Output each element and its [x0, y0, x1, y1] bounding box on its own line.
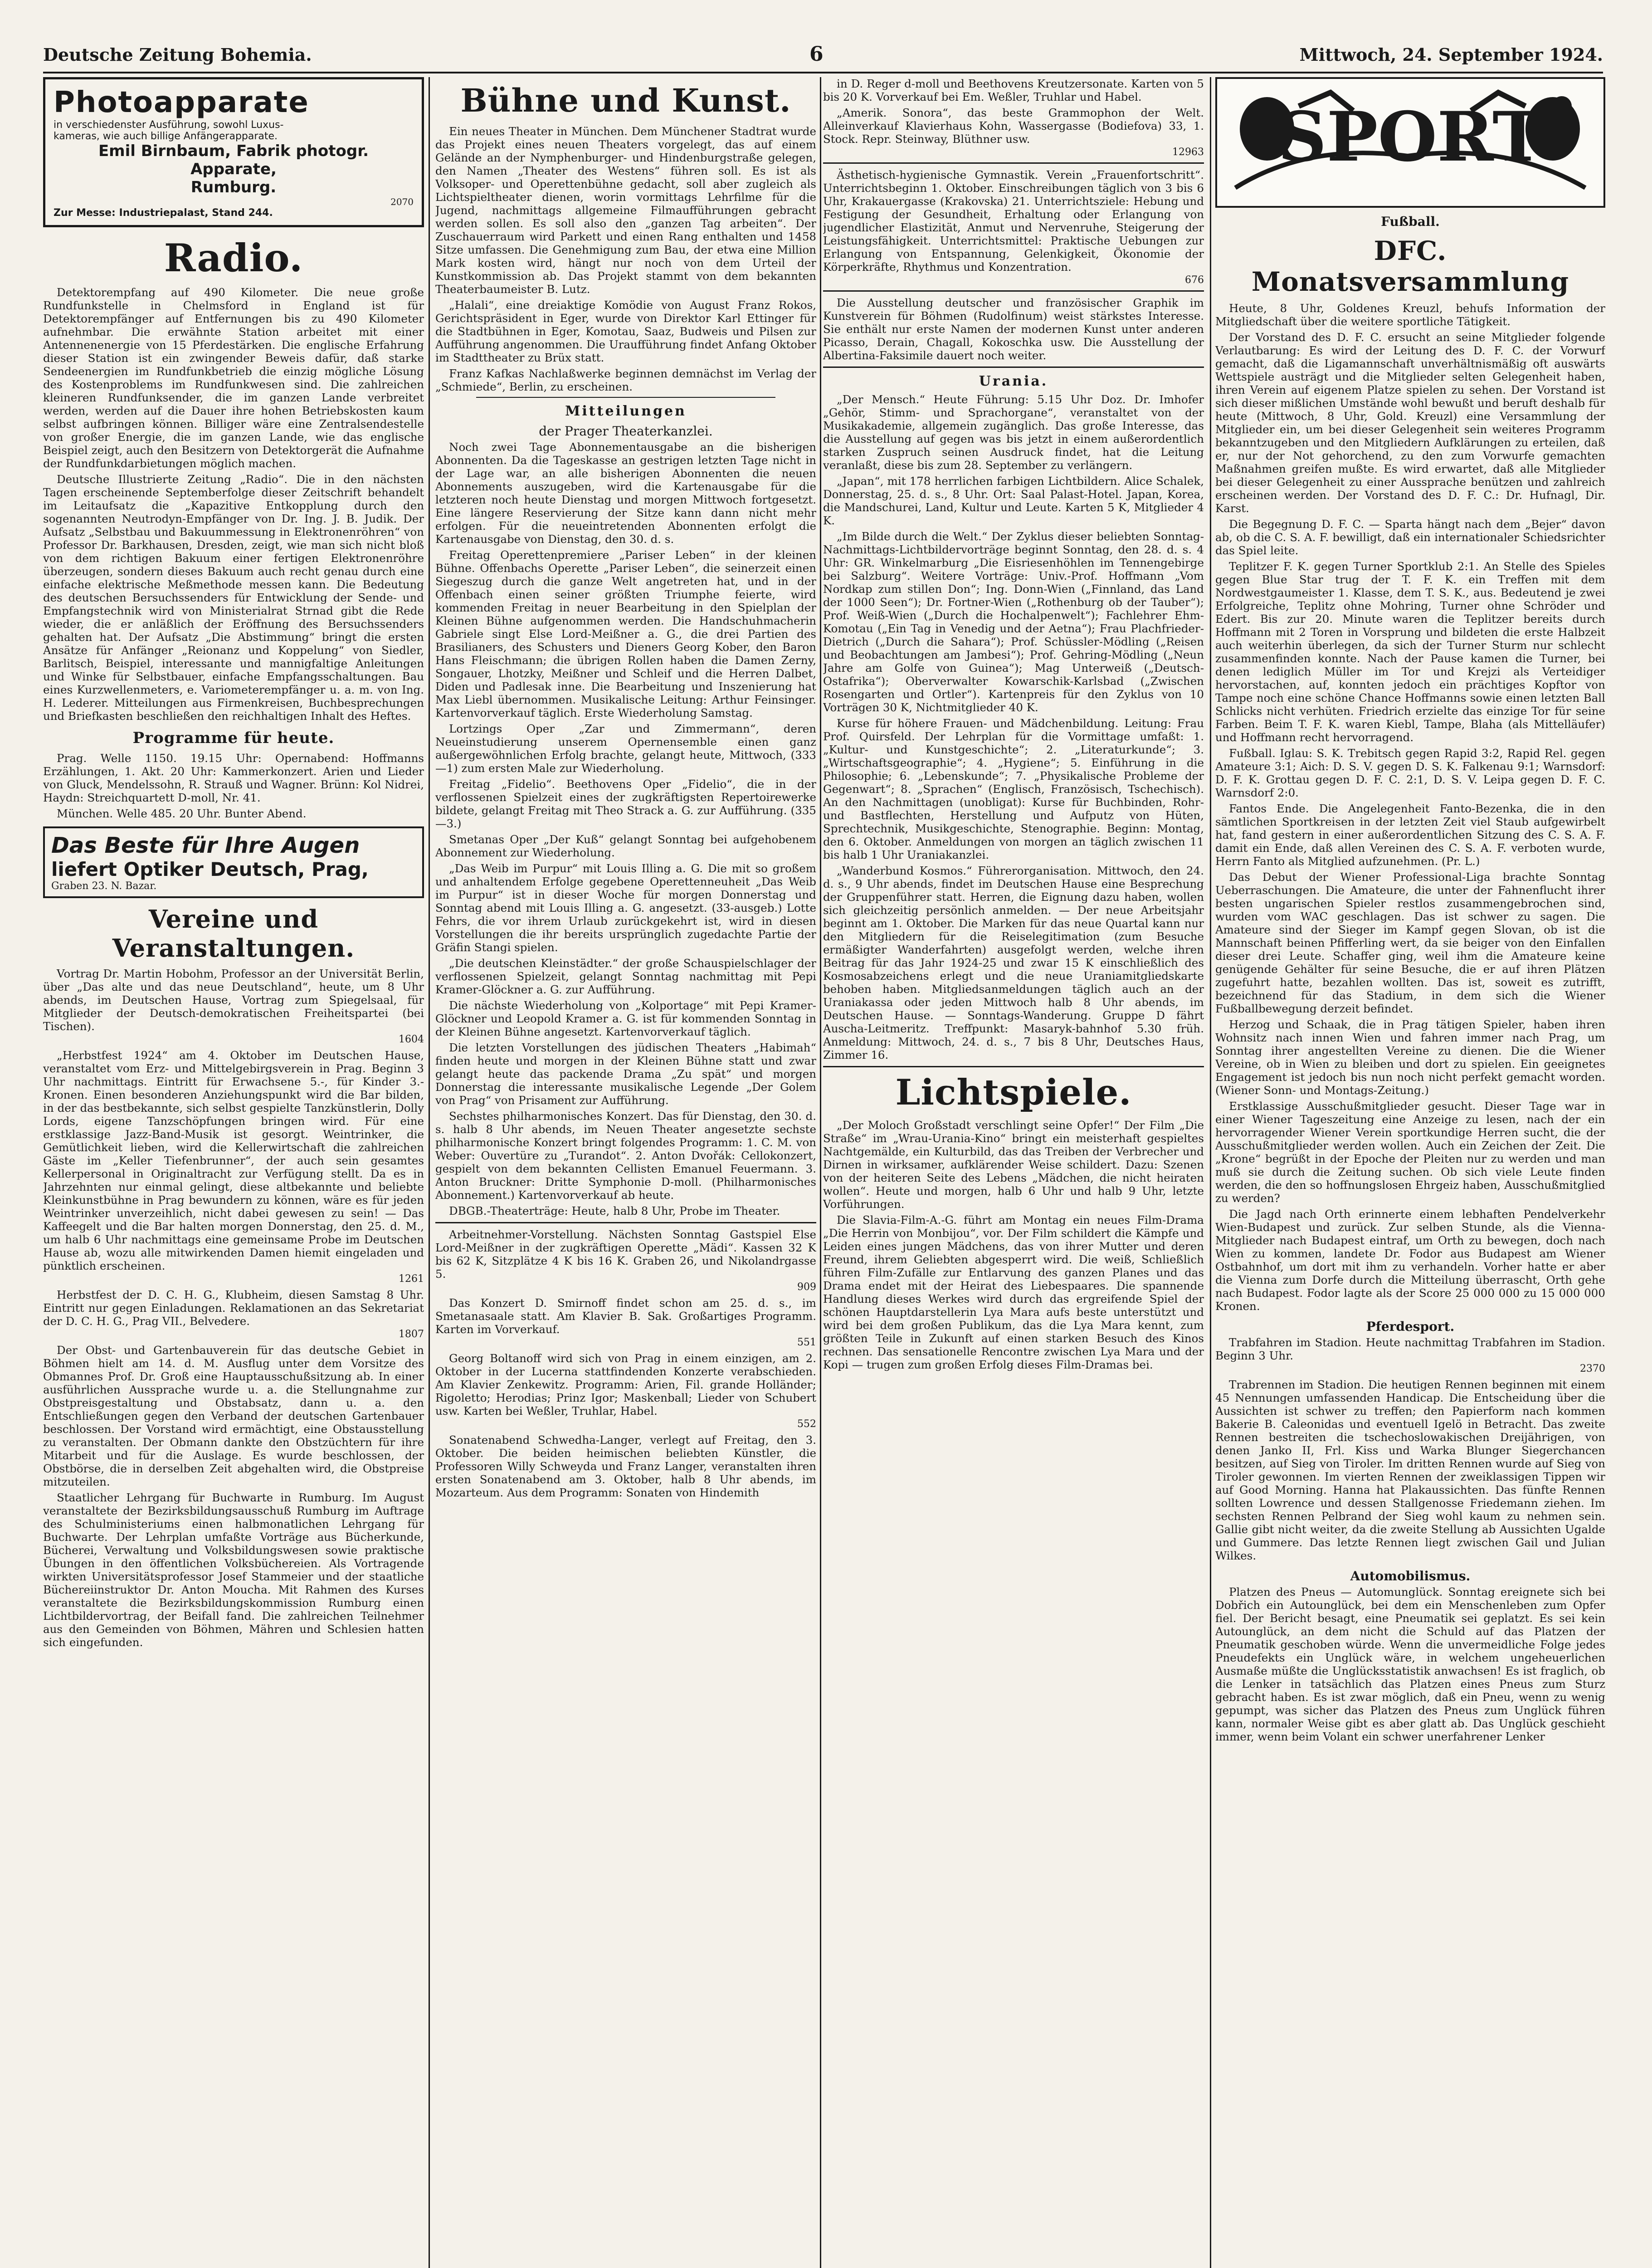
- ad-company: liefert Optiker Deutsch, Prag,: [51, 858, 369, 880]
- article-paragraph: „Halali“, eine dreiaktige Komödie von August Franz Rokos, Gerichtspräsident in Eger, wurde von Direktor Karl Ettinger für die Stadtbühnen in Eger, Komotau, Saaz, Budweis und Pilsen zur Aufführung angenommen. Die Uraufführung findet Anfang Oktober im Stadttheater zu Brüx statt.: [435, 298, 816, 364]
- article-paragraph: Herbstfest der D. C. H. G., Klubheim, diesen Samstag 8 Uhr. Eintritt nur gegen Einladungen. Reklamationen an das Sekretariat der D. C. H. G., Prag VII., Belvedere.: [43, 1288, 424, 1328]
- article-paragraph: „Die deutschen Kleinstädter.“ der große Schauspielschlager der verflossenen Spielzeit, gelangt Sonntag nachmittag mit Pepi Kramer-Glöckner a. G. zur Aufführung.: [435, 957, 816, 996]
- article-paragraph: Staatlicher Lehrgang für Buchwarte in Rumburg. Im August veranstaltete der Bezirksbildungsausschuß Rumburg im Auftrage des Schulministeriums einen halbmonatlichen Lehrgang für Buchwarte. Der Lehrplan umfaßte Vorträge aus Bücherkunde, Bücherei, Verwaltung und Volksbildungswesen sowie praktische Übungen in den öffentlichen Volksbüchereien. Als Vortragende wirkten Universitätsprofessor Josef Stammeier und der staatliche Büchereiinstruktor Dr. Anton Moucha. Mit Rahmen des Kurses veranstaltete die Bezirksbildungskommission Rumburg einen Lichtbildervortrag, der Beifall fand. Die zahlreichen Teilnehmer aus den Gemeinden von Böhmen, Mähren und Schlesien hatten sich eingefunden.: [43, 1491, 424, 1649]
- article-paragraph: Die nächste Wiederholung von „Kolportage“ mit Pepi Kramer-Glöckner und Leopold Kramer a. G. ist für kommenden Sonntag in der Kleinen Bühne angesetzt. Kartenvorverkauf täglich.: [435, 999, 816, 1038]
- article-paragraph: Das Konzert D. Smirnoff findet schon am 25. d. s., im Smetanasaale statt. Am Klavier B. Sak. Großartiges Programm. Karten im Vorverkauf.: [435, 1296, 816, 1336]
- column-2: [435, 77, 816, 2268]
- article-paragraph: Sonatenabend Schwedha-Langer, verlegt auf Freitag, den 3. Oktober. Die beiden heimischen beliebten Künstler, die Professoren Willy Schweyda und Franz Langer, veranstalten ihren ersten Sonatenabend am 3. Oktober, halb 8 Uhr abends, im Mozarteum. Aus dem Programm: Sonaten von Hindemith: [435, 1433, 816, 1499]
- divider: [435, 1222, 816, 1223]
- article-paragraph: Ästhetisch-hygienische Gymnastik. Verein „Frauenfortschritt“. Unterrichtsbeginn 1. Oktober. Einschreibungen täglich von 3 bis 6 Uhr, Krakauergasse (Krakovska) 21. Unterrichtsziele: Hebung und Festigung der Gesundheit, Erhaltung oder Erlangung von jugendlicher Elastizität, Anmut und Nervenruhe, Steigerung der Leistungsfähigkeit. Unterrichtsmittel: Praktische Uebungen zur Erlangung von Entspannung, Gelenkigkeit, Ökonomie der Körperkräfte, Rhythmus und Konzentration.: [823, 168, 1204, 274]
- section-subtitle: Pferdesport.: [1366, 1319, 1455, 1334]
- article-paragraph: „Herbstfest 1924“ am 4. Oktober im Deutschen Hause, veranstaltet vom Erz- und Mittelgebirgsverein in Prag. Beginn 3 Uhr nachmittags. Eintritt für Erwachsene 5.-, für Kinder 3.- Kronen. Einen besonderen Anziehungspunkt wird die Bar bilden, in der das bestbekannte, sich selbst gespielte Tanzkünstlerin, Dolly Lords, eigene Tanzschöpfungen bringen wird. Für eine erstklassige Jazz-Band-Musik ist gesorgt. Weintrinker, die Gemütlichkeit lieben, wird die Kellerwirtschaft die zahlreichen Gäste im „Keller Tiefenbrunner“, der auch sein gesamtes Kellerpersonal in Originaltracht zur Verfügung stellt. Da es in Jahrzehnten nur einmal gelingt, diese altbekannte und beliebte Kleinkunstbühne in Prag bewundern zu können, wäre es für jeden Weintrinker unverzeihlich, nicht dabei gewesen zu sein! — Das Kaffeegelt und die Bar halten morgen Donnerstag, den 25. d. M., um halb 6 Uhr nachmittags eine gemeinsame Probe im Deutschen Hause ab, wozu alle mitwirkenden Damen hiemit eingeladen und pünktlich erscheinen.: [43, 1049, 424, 1272]
- article-paragraph: Erstklassige Ausschußmitglieder gesucht. Dieser Tage war in einer Wiener Tageszeitung eine Anzeige zu lesen, nach der ein hervorragender Wiener Verein sportkundige Herren sucht, die der Ausschußmitglieder werden wollen. Auch ein Zeichen der Zeit. Die „Krone“ begrüßt in der Epoche der Pleiten nur zu werden und man muß sie durch die Zeitung suchen. Ob sich viele Leute finden werden, die den so hoffnungslosen Ehrgeiz haben, Ausschußmitglied zu werden?: [1215, 1100, 1605, 1205]
- divider: [823, 162, 1204, 164]
- ad-number: 676: [1185, 274, 1204, 286]
- ad-photoapparate: [43, 77, 424, 227]
- ad-number: 2370: [1580, 1363, 1605, 1374]
- article-paragraph: „Amerik. Sonora“, das beste Grammophon der Welt. Alleinverkauf Klavierhaus Kohn, Wassergasse (Bodiefova) 33, 1. Stock. Repr. Steinway, Blüthner usw.: [823, 106, 1204, 146]
- section-title-buehne: Bühne und Kunst.: [460, 82, 791, 119]
- article-paragraph: Ein neues Theater in München. Dem Münchener Stadtrat wurde das Projekt eines neuen Theaters vorgelegt, das auf einem Gelände an der Nymphenburger- und Hindenburgstraße gelegen, den Namen „Theater des Westens“ führen soll. Es ist als Volksoper- und Operettenbühne gedacht, soll aber zugleich als Lichtspieltheater dienen, worin vormittags Lehrfilme für die Jugend, nachmittags allgemeine Filmaufführungen gebracht werden sollen. Es soll also den „ganzen Tag arbeiten“. Der Zuschauerraum wird Parkett und einen Rang enthalten und 1458 Sitze umfassen. Die Genehmigung zum Bau, der etwa eine Million Mark kosten wird, hängt nur noch von dem Urteil der Kunstkommission ab. Das Projekt stammt von dem bekannten Theaterbaumeister B. Lutz.: [435, 125, 816, 296]
- article-paragraph: Die Slavia-Film-A.-G. führt am Montag ein neues Film-Drama „Die Herrin von Monbijou“, vor. Der Film schildert die Kämpfe und Leiden eines jungen Mädchens, das von ihrer Mutter und deren Freund, ihrem Geliebten abgesperrt wird. Die weiß, Schließlich führen Film-Zufälle zur Entlarvung des ganzen Planes und das Drama endet mit der Heirat des Liebespaares. Die spannende Handlung dieses Werkes wird durch das ergreifende Spiel der schönen Hauptdarstellerin Lya Mara aufs beste unterstützt und wird bei dem großen Publikum, das die Lya Mara kennt, zum größten Teile in Zukunft auf einen starken Besuch des Kinos rechnen. Das sensationelle Rencontre zwischen Lya Mara und der Kopi — trugen zum großen Erfolg dieses Film-Dramas bei.: [823, 1213, 1204, 1371]
- article-paragraph: Kurse für höhere Frauen- und Mädchenbildung. Leitung: Frau Prof. Quirsfeld. Der Lehrplan für die Vormittage umfaßt: 1. „Kultur- und Kunstgeschichte“; 2. „Literaturkunde“; 3. „Wirtschaftsgeographie“; 4. „Hygiene“; 5. Einführung in die Philosophie; 6. „Lebenskunde“; 7. „Physikalische Probleme der Gegenwart“; 8. „Sprachen“ (Englisch, Französisch, Tschechisch). An den Nachmittagen (unobligat): Kurse für Buchbinden, Rohr- und Bastflechten, Herstellung und Aufputz von Hüten, Sprechtechnik, Musikgeschichte, Stenographie. Beginn: Montag, den 6. Oktober. Anmeldungen von morgen an täglich zwischen 11 bis halb 1 Uhr Uraniakanzlei.: [823, 717, 1204, 861]
- sport-logo-illustration: [1217, 79, 1603, 202]
- article-paragraph: Prag. Welle 1150. 19.15 Uhr: Opernabend: Hoffmanns Erzählungen, 1. Akt. 20 Uhr: Kammerkonzert. Arien und Lieder von Gluck, Mendelssohn, R. Strauß und Wagner. Brünn: Kol Nidrei, Haydn: Streichquartett D-moll, Nr. 41.: [43, 752, 424, 804]
- column-divider: [820, 77, 821, 2268]
- article-paragraph: Deutsche Illustrierte Zeitung „Radio“. Die in den nächsten Tagen erscheinende Septemberfolge dieser Zeitschrift behandelt im Leitaufsatz die „Kapazitive Entkopplung durch den sogenannten Neutrodyn-Empfänger von Dr. Ing. J. B. Judik. Der Aufsatz „Selbstbau und Bakuummessung in Elektronenröhren“ von Professor Dr. Barkhausen, Dresden, zeigt, wie man sich nicht bloß von dem richtigen Bakuum einer fertigen Elektronenröhre überzeugen, sondern dieses Bakuum auch recht genau durch eine einfache elektrische Meßmethode messen kann. Die Bedeutung des deutschen Bersuchssenders für Entwicklung der Sende- und Empfangstechnik wird von Ministerialrat Strnad gibt die Rede wieder, die er anläßlich der Eröffnung des Bersuchssenders gehalten hat. Der Aufsatz „Die Abstimmung“ bringt die ersten Ansätze für Anfänger „Reionanz und Koppelung“ von Siedler, Barlitsch, Beispiel, interessante und mannigfaltige Anleitungen und Winke für Selbstbauer, einfache Empfangsschaltungen. Bau eines Kurzwellenmeters, e. Variometerempfänger u. a. m. von Ing. H. Lederer. Mitteilungen aus Firmenkreisen, Buchbesprechungen und Briefkasten beschließen den reichhaltigen Inhalt des Heftes.: [43, 473, 424, 723]
- sport-logo-text: SPORT: [1277, 97, 1543, 177]
- article-paragraph: „Wanderbund Kosmos.“ Führerorganisation. Mittwoch, den 24. d. s., 9 Uhr abends, findet im Deutschen Hause eine Besprechung der Gruppenführer statt. Herren, die Eignung dazu haben, wollen sich gleichzeitig persönlich anmelden. — Der neue Arbeitsjahr beginnt am 1. Oktober. Die Marken für das neue Quartal kann nur den Mitgliedern für die Reiselegitimation (zum Besuche ermäßigter Wanderfahrten) ausgefolgt werden, welche ihren Beitrag für das Jahr 1924-25 und zwar 15 K einschließlich des Kosmosabzeichens erlegt und die neue Uraniamitgliedskarte behoben haben. Mitgliedsanmeldungen täglich auch an der Uraniakassa oder jeden Mittwoch halb 8 Uhr abends, im Deutschen Hause. — Sonntags-Wanderung. Gruppe D fährt Auscha-Leitmeritz. Treffpunkt: Masaryk-bahnhof 5.30 früh. Anmeldung: Mittwoch, 24. d. s., 7 bis 8 Uhr, Deutsches Haus, Zimmer 16.: [823, 864, 1204, 1061]
- article-paragraph: Fantos Ende. Die Angelegenheit Fanto-Bezenka, die in den sämtlichen Sportkreisen in der letzten Zeit viel Staub aufgewirbelt hat, fand gestern in einer außerordentlichen Sitzung des C. S. A. F. damit ein Ende, daß allen Vereinen des C. S. A. F. verboten wurde, Herrn Fanto als Mitglied aufzunehmen. (Pr. L.): [1215, 802, 1605, 868]
- article-paragraph: Vortrag Dr. Martin Hobohm, Professor an der Universität Berlin, über „Das alte und das neue Deutschland“, heute, um 8 Uhr abends, im Deutschen Hause, Vortrag zum Spiegelsaal, für Mitglieder der Deutsch-demokratischen Freiheitspartei (bei Tischen).: [43, 967, 424, 1033]
- article-paragraph: Trabfahren im Stadion. Heute nachmittag Trabfahren im Stadion. Beginn 3 Uhr.: [1215, 1336, 1605, 1362]
- ad-text: kameras, wie auch billige Anfängerapparate.: [54, 131, 278, 142]
- page-header: [43, 40, 1603, 73]
- article-paragraph: Herzog und Schaak, die in Prag tätigen Spieler, haben ihren Wohnsitz nach innen Wien und fahren immer nach Prag, um Sonntag ihrer angestellten Vereine zu dienen. Die die Wiener Vereine, ob in Wien zu bleiben und dort zu spielen. Ein geeignetes Engagement ist jedoch bis nun noch nicht perfekt gemacht worden. (Wiener Sonn- und Montags-Zeitung.): [1215, 1018, 1605, 1097]
- section-subtitle: Fußball.: [1381, 214, 1440, 229]
- section-title-programme: Programme für heute.: [132, 729, 335, 747]
- section-title-mitteilungen: Mitteilungen: [565, 403, 687, 419]
- divider: [823, 367, 1204, 368]
- ad-number: 2070: [390, 196, 414, 207]
- article-paragraph: Platzen des Pneus — Automunglück. Sonntag ereignete sich bei Dobřich ein Autounglück, bei dem ein Menschenleben zum Opfer fiel. Der Bericht besagt, eine Pneumatik sei geplatzt. Es sei kein Autounglück, an dem nicht die Schuld auf das Platzen der Pneumatik geschoben würde. Wenn die unvermeidliche Folge jedes Pneudefekts ein Unglück wäre, in welchem ungeheuerlichen Ausmaße müßte die Unglücksstatistik anwachsen! Es ist fraglich, ob die Lenker in tatsächlich das Platzen eines Pneus zum Sturz gebracht haben. Es ist zwar möglich, daß ein Pneu, wenn zu wenig gepumpt, was sicher das Platzen des Pneus zum Unglück führen kann, normaler Weise gibt es aber glatt ab. Das Unglück geschieht immer, wenn beim Volant ein schwer unerfahrener Lenker: [1215, 1585, 1605, 1743]
- article-paragraph: Teplitzer F. K. gegen Turner Sportklub 2:1. An Stelle des Spieles gegen Blue Star trug der T. F. K. ein Treffen mit dem Nordwestgaumeister 1. Klasse, dem T. S. K., aus. Bedeutend je zwei Erfolgreiche, Teplitz ohne Mohring, Turner ohne Schröder und Edert. Bis zur 20. Minute waren die Teplitzer bereits durch Hoffmann mit 2 Toren in Vorsprung und bildeten die erste Halbzeit auch weiterhin überlegen, da sich der Turner Sturm nur schlecht zusammenfinden konnte. Nach der Pause kamen die Turner, bei denen lediglich Müller im Tor und Krejzi als Verteidiger hervorstachen, auf, konnten jedoch ein prächtiges Kopftor von Tampe noch eine schöne Chance Hoffmanns sowie einen letzten Ball Schlicks nicht verhüten. Friedrich erzielte das einzige Tor für seine Farben. Beim T. F. K. waren Kiebl, Tampe, Blaha (als Mittelläufer) und Hoffmann recht hervorragend.: [1215, 560, 1605, 744]
- article-paragraph: Die Jagd nach Orth erinnerte einem lebhaften Pendelverkehr Wien-Budapest und zurück. Zur selben Stunde, als die Vienna-Mitglieder nach Budapest eintraf, um Orth zu bewegen, doch nach Wien zu kommen, landete Dr. Fodor aus Budapest am Wiener Ostbahnhof, um dort mit ihm zu verhandeln. Vorher hatte er aber die Vienna zum Dorfe durch die Mitteilung überrascht, Orth gehe nach Budapest. Fodor lagte als der Score 25 000 000 zu 15 000 000 Kronen.: [1215, 1207, 1605, 1313]
- sport-logo: [1215, 77, 1605, 208]
- article-paragraph: Die letzten Vorstellungen des jüdischen Theaters „Habimah“ finden heute und morgen in der Kleinen Bühne statt und zwar gelangt heute das packende Drama „Zu spät“ und morgen Donnerstag die interessante musikalische Legende „Der Golem von Prag“ von Prisament zur Aufführung.: [435, 1041, 816, 1107]
- page-number: 6: [809, 43, 824, 66]
- column-divider: [429, 77, 430, 2268]
- ad-number: 1261: [399, 1273, 424, 1285]
- ad-optiker: [43, 826, 424, 898]
- ad-text: in verschiedenster Ausführung, sowohl Luxus-: [54, 119, 284, 131]
- divider: [823, 290, 1204, 292]
- column-3: [823, 77, 1204, 2268]
- section-title-radio: Radio.: [164, 235, 303, 280]
- divider: [476, 397, 775, 398]
- article-paragraph: Sechstes philharmonisches Konzert. Das für Dienstag, den 30. d. s. halb 8 Uhr abends, im Neuen Theater angesetzte sechste philharmonische Konzert bringt folgendes Programm: 1. C. M. von Weber: Ouvertüre zu „Turandot“. 2. Anton Dvořák: Cellokonzert, gespielt von dem bekannten Cellisten Emanuel Feuermann. 3. Anton Bruckner: Dritte Symphonie D-moll. (Philharmonisches Abonnement.) Kartenvorverkauf ab heute.: [435, 1110, 816, 1202]
- article-paragraph: Franz Kafkas Nachlaßwerke beginnen demnächst im Verlag der „Schmiede“, Berlin, zu erscheinen.: [435, 367, 816, 393]
- article-paragraph: Lortzings Oper „Zar und Zimmermann“, deren Neueinstudierung unserem Opernensemble einen ganz außergewöhnlichen Erfolg brachte, gelangt heute, Mittwoch, (333—1) zum ersten Male zur Wiederholung.: [435, 722, 816, 775]
- newspaper-name: Deutsche Zeitung Bohemia.: [43, 44, 312, 65]
- article-paragraph: Arbeitnehmer-Vorstellung. Nächsten Sonntag Gastspiel Else Lord-Meißner in der zugkräftigen Operette „Mädi“. Kassen 32 K bis 62 K, Sitzplätze 4 K bis 16 K. Graben 26, und Nikolandrgasse 5.: [435, 1228, 816, 1281]
- column-divider: [1210, 77, 1211, 2268]
- column-4: [1215, 77, 1605, 2268]
- ad-title: Photoapparate: [54, 86, 309, 119]
- article-paragraph: „Japan“, mit 178 herrlichen farbigen Lichtbildern. Alice Schalek, Donnerstag, 25. d. s., 8 Uhr. Ort: Saal Palast-Hotel. Japan, Korea, die Mandschurei, Land, Kultur und Leute. Karten 5 K, Mitglieder 4 K.: [823, 474, 1204, 527]
- section-subtitle: der Prager Theaterkanzlei.: [539, 424, 713, 439]
- article-paragraph: „Das Weib im Purpur“ mit Louis Illing a. G. Die mit so großem und anhaltendem Erfolge gegebene Operettenneuheit „Das Weib im Purpur“ ist in dieser Woche für morgen Donnerstag und Sonntag abend mit Louis Illing a. G. angesetzt. (33-ausgeb.) Lotte Fehrs, die vor ihrem Urlaub zurückgekehrt ist, wird in diesen Vorstellungen die ihr bereits ursprünglich zugedachte Partie der Gräfin Stangi spielen.: [435, 862, 816, 954]
- ad-number: 909: [797, 1281, 816, 1293]
- ad-messe: Zur Messe: Industriepalast, Stand 244.: [54, 207, 273, 219]
- section-title-vereine: Vereine und Veranstaltungen.: [112, 904, 355, 963]
- article-paragraph: Der Vorstand des D. F. C. ersucht an seine Mitglieder folgende Verlautbarung: Es wird der Leitung des D. F. C. der Vorwurf gemacht, daß die Ligamannschaft unverhältnismäßig oft auswärts Wettspiele austrägt und die Mitglieder selten Gelegenheit haben, ihren Verein auf eigenem Platze spielen zu sehen. Der Vorstand ist sich dieser mißlichen Umstände wohl bewußt und beruft deshalb für heute (Mittwoch, 8 Uhr, Gold. Kreuzl) eine Versammlung der Mitglieder ein, um bei dieser Gelegenheit sein weiteres Programm bekanntzugeben und den Mitgliedern Aufklärungen zu erteilen, daß er, nur der Not gehorchend, zu den zum Vorwurfe gemachten Maßnahmen greifen mußte. Es wird erwartet, daß alle Mitglieder bei dieser Gelegenheit zu einer Aussprache benützen und zahlreich erscheinen werden. Der Vorstand des D. F. C.: Dr. Hufnagl, Dir. Karst.: [1215, 331, 1605, 515]
- ad-number: 551: [797, 1337, 816, 1348]
- divider: [823, 1066, 1204, 1067]
- article-paragraph: „Der Moloch Großstadt verschlingt seine Opfer!“ Der Film „Die Straße“ im „Wrau-Urania-Kino“ bringt ein meisterhaft gespieltes Nachtgemälde, ein Kulturbild, das das Treiben der Verbrecher und Dirnen in wirksamer, aufklärender Weise schildert. Dazu: Szenen von der heiteren Seite des Lebens „Mädchen, die nicht heiraten wollen“. Heute und morgen, halb 6 Uhr und halb 9 Uhr, letzte Vorführungen.: [823, 1119, 1204, 1211]
- ad-company: Emil Birnbaum, Fabrik photogr. Apparate,: [98, 142, 369, 178]
- section-subtitle: Automobilismus.: [1350, 1569, 1471, 1584]
- ad-city: Rumburg.: [190, 178, 277, 196]
- article-paragraph: Die Begegnung D. F. C. — Sparta hängt nach dem „Bejer“ davon ab, ob die C. S. A. F. bewilligt, daß ein internationaler Schiedsrichter das Spiel leite.: [1215, 518, 1605, 557]
- ad-number: 1807: [399, 1329, 424, 1340]
- section-title-urania: Urania.: [979, 373, 1048, 389]
- ad-title: Das Beste für Ihre Augen: [51, 833, 360, 858]
- ad-number: 552: [797, 1418, 816, 1430]
- ad-number: 1604: [399, 1034, 424, 1045]
- article-paragraph: Freitag Operettenpremiere „Pariser Leben“ in der kleinen Bühne. Offenbachs Operette „Pariser Leben“, die seinerzeit einen Siegeszug durch die ganze Welt angetreten hat, und in der Offenbach einen seiner größten Triumphe feierte, wird kommenden Freitag in neuer Bearbeitung in den Spielplan der Kleinen Bühne aufgenommen werden. Die Handschuhmacherin Gabriele singt Else Lord-Meißner a. G., die drei Partien des Brasilianers, des Schusters und Dieners Georg Kober, den Baron Hans Fleischmann; die übrigen Rollen haben die Damen Zerny, Songauer, Lhotzky, Meißner und Schleif und die Herren Dalbet, Diden und Padlesak inne. Die Bearbeitung und Inszenierung hat Max Liebl übernommen. Musikalische Leitung: Arthur Feinsinger. Kartenvorverkauf täglich. Erste Wiederholung Samstag.: [435, 548, 816, 719]
- issue-date: Mittwoch, 24. September 1924.: [1299, 44, 1603, 65]
- article-paragraph: „Der Mensch.“ Heute Führung: 5.15 Uhr Doz. Dr. Imhofer „Gehör, Stimm- und Sprachorgane“, veranstaltet von der Musikakademie, allgemein zugänglich. Das große Interesse, das die Ausstellung auf gegen was bis jetzt in einem außerordentlich starken Zuspruch seinen Ausdruck findet, hat die Leitung veranlaßt, diese bis zum 28. September zu verlängern.: [823, 393, 1204, 472]
- article-paragraph: München. Welle 485. 20 Uhr. Bunter Abend.: [57, 807, 307, 820]
- section-title-lichtspiele: Lichtspiele.: [895, 1072, 1132, 1113]
- section-title-dfc: DFC. Monatsversammlung: [1251, 235, 1569, 297]
- article-paragraph: Fußball. Iglau: S. K. Trebitsch gegen Rapid 3:2, Rapid Rel. gegen Amateure 3:1; Aich: D. S. V. gegen D. S. K. Falkenau 9:1; Warnsdorf: D. F. K. Grottau gegen D. F. C. 2:1, D. S. V. Leipa gegen D. F. C. Warnsdorf 2:0.: [1215, 747, 1605, 799]
- article-paragraph: „Im Bilde durch die Welt.“ Der Zyklus dieser beliebten Sonntag-Nachmittags-Lichtbildervorträge beginnt Sonntag, den 28. d. s. 4 Uhr: GR. Winkelmarburg „Die Eisriesenhöhlen im Tennengebirge bei Salzburg“. Weitere Vorträge: Univ.-Prof. Hoffmann „Vom Nordkap zum stillen Don“; Ing. Donn-Wien („Finnland, das Land der 1000 Seen“); Dr. Fortner-Wien („Rothenburg ob der Tauber“); Prof. Weiß-Wien („Durch die Hochalpenwelt“); Fachlehrer Ehm-Komotau („Ein Tag in Venedig und der Aetna“); Frau Plachfrieder-Dietrich („Durch die Sahara“); Prof. Schüssler-Mödling („Reisen und Beobachtungen am Jambesi“); Prof. Gehring-Mödling („Neun Jahre am Golfe von Guinea“); Mag Unterweiß („Deutsch-Ostafrika“); Oberverwalter Kowarschik-Karlsbad („Zwischen Rosengarten und Ortler“). Kartenpreis für den Zyklus von 10 Vorträgen 30 K, Nichtmitglieder 40 K.: [823, 530, 1204, 714]
- article-paragraph: Freitag „Fidelio“. Beethovens Oper „Fidelio“, die in der verflossenen Spielzeit eines der zugkräftigsten Repertoirewerke bildete, gelangt Freitag mit Theo Strack a. G. zur Aufführung. (335—3.): [435, 777, 816, 830]
- article-paragraph: Noch zwei Tage Abonnementausgabe an die bisherigen Abonnenten. Da die Tageskasse an gestrigen letzten Tage nicht in der Lage war, an alle bisherigen Abonnenten die neuen Abonnements auszugeben, wird die Kartenausgabe für die letzteren noch heute Dienstag und morgen Mittwoch fortgesetzt. Eine längere Reservierung der Sitze kann dann nicht mehr erfolgen. Für die neueintretenden Abonnenten erfolgt die Kartenausgabe von Dienstag, den 30. d. s.: [435, 440, 816, 546]
- article-paragraph: Georg Boltanoff wird sich von Prag in einem einzigen, am 2. Oktober in der Lucerna stattfindenden Konzerte verabschieden. Am Klavier Zenkewitz. Programm: Arien, Fil. grande Holländer; Rigoletto; Herodias; Prinz Igor; Maskenball; Lieder von Schubert usw. Karten bei Weßler, Truhlar, Habel.: [435, 1352, 816, 1418]
- column-1: [43, 77, 424, 2268]
- article-paragraph: Der Obst- und Gartenbauverein für das deutsche Gebiet in Böhmen hielt am 14. d. M. Ausflug unter dem Vorsitze des Obmannes Prof. Dr. Groß eine Hauptausschußsitzung ab. In einer ausführlichen Aussprache wurde u. a. die Stellungnahme zur Obstpreisgestaltung und Obstabsatz, dann u. a. den Entschließungen gegen den Verband der deutschen Gartenbauer beschlossen. Der Vorstand wird ermächtigt, eine Obstausstellung zu veranstalten. Der Obmann dankte den Obstzüchtern für ihre Mitarbeit und für die Auslage. Es wurde beschlossen, der Obstbörse, die in derselben Zeit abgehalten wird, die Obstpreise mitzuteilen.: [43, 1344, 424, 1488]
- article-paragraph: Detektorempfang auf 490 Kilometer. Die neue große Rundfunkstelle in Chelmsford in England ist für Detektorempfänger auf Entfernungen bis zu 490 Kilometer aufnehmbar. Die erwähnte Station arbeitet mit einer Antennenenergie von 15 Pferdestärken. Die englische Erfahrung dieser Station ist ein zwingender Beweis dafür, daß starke Sendeenergien im Rundfunkbetrieb die einzig mögliche Lösung des Kostenproblems im Rundfunkwesen sind. Die zahlreichen kleineren Rundfunksender, die im ganzen Lande verbreitet werden, werden auf die Dauer ihre hohen Betriebskosten kaum selbst aufbringen können. Billiger wäre eine Zentralsendestelle von großer Energie, die im ganzen Lande, wie das englische Beispiel zeigt, auch den Besitzern von Detektorgerät die Aufnahme der Rundfunkdarbietungen möglich machen.: [43, 286, 424, 470]
- article-paragraph: Trabrennen im Stadion. Die heutigen Rennen beginnen mit einem 45 Nennungen umfassenden Handicap. Die Entscheidung über die Aussichten ist schwer zu treffen; den Papierform nach kommen Bakerie B. Caleonidas und eventuell Igelö in Betracht. Das zweite Rennen bestreiten die tschechoslowakischen Dreijährigen, von denen Janko II, Frl. Kiss und Warka Blunger Siegerchancen besitzen, auf Sieg von Tiroler. Im dritten Rennen wurde auf Sieg von Tiroler gewonnen. Im vierten Rennen der zweiklassigen Tippen wir auf Good Morning. Hanna hat Plakaussichten. Das fünfte Rennen sollten Lowrence und dessen Stallgenosse Friedemann ziehen. Im sechsten Rennen Pelbrand der Sieg wohl kaum zu nehmen sein. Gallie gibt nicht weiter, da die zweite Stellung ab Aussichten Ugalde und Gummere. Das letzte Rennen liegt zwischen Gail und Julian Wilkes.: [1215, 1378, 1605, 1562]
- ad-number: 12963: [1172, 147, 1204, 158]
- article-paragraph: Das Debut der Wiener Professional-Liga brachte Sonntag Ueberraschungen. Die Amateure, die unter der Fahnenflucht ihrer besten ungarischen Spieler restlos zusammengebrochen sind, wurden vom WAC geschlagen. Das ist schwer zu sagen. Die Amateure sind der Sieger im Kampf gegen Slovan, ob ist die Mannschaft beinen Pfifferling wert, da sie beiger von den Einfallen dieser drei Leute. Schaffer ging, weil ihm die Amateure keine genügende Gehälter für seine Besuche, die er auf ihren Plätzen zugefuhrt hatte, bezahlen wollten. Das ist, soweit es zutrifft, bezeichnend für das Stadium, in dem sich die Wiener Fußballbewegung derzeit befindet.: [1215, 870, 1605, 1015]
- article-paragraph: Smetanas Oper „Der Kuß“ gelangt Sonntag bei aufgehobenem Abonnement zur Wiederholung.: [435, 833, 816, 859]
- article-paragraph: DBGB.-Theaterträge: Heute, halb 8 Uhr, Probe im Theater.: [449, 1204, 780, 1217]
- article-paragraph: Die Ausstellung deutscher und französischer Graphik im Kunstverein für Böhmen (Rudolfinum) weist stärkstes Interesse. Sie enthält nur erste Namen der modernen Kunst unter anderen Picasso, Derain, Chagall, Kokoschka usw. Die Ausstellung der Albertina-Faksimile dauert noch weiter.: [823, 296, 1204, 362]
- ad-address: Graben 23. N. Bazar.: [51, 880, 157, 892]
- article-paragraph: Heute, 8 Uhr, Goldenes Kreuzl, behufs Information der Mitgliedschaft über die weitere sportliche Tätigkeit.: [1215, 302, 1605, 328]
- article-paragraph: in D. Reger d-moll und Beethovens Kreutzersonate. Karten von 5 bis 20 K. Vorverkauf bei Em. Weßler, Truhlar und Habel.: [823, 77, 1204, 103]
